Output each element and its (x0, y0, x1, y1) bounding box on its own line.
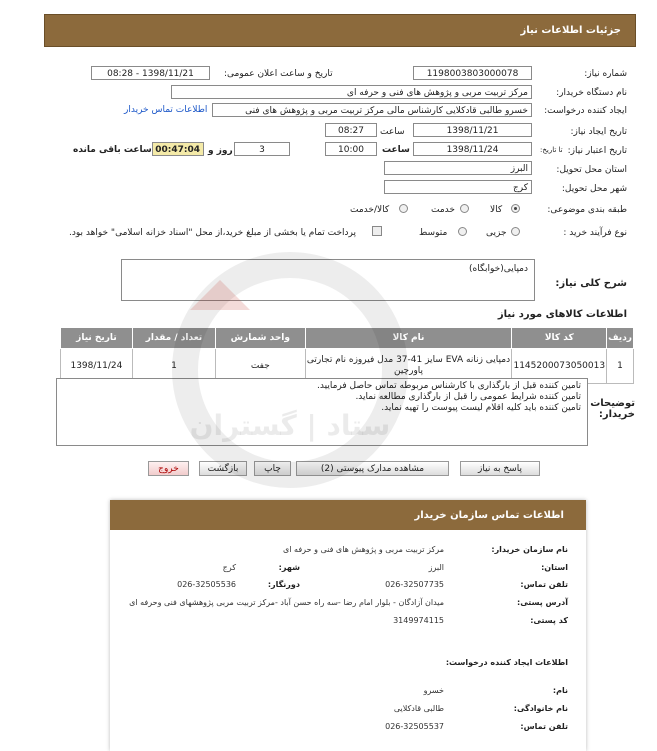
buyer-contact-link[interactable]: اطلاعات تماس خریدار (124, 105, 208, 115)
creator-field[interactable]: خسرو طالبی قادکلایی کارشناس مالی مرکز تربیت مربی و پژوهش های فنی (212, 103, 532, 117)
province-field[interactable]: البرز (384, 161, 532, 175)
goods-section-title: اطلاعات کالاهای مورد نیاز (497, 309, 627, 320)
contact-fax-label: دورنگار: (267, 580, 300, 589)
valid-date-field[interactable]: 1398/11/24 (413, 142, 532, 156)
create-date-field[interactable]: 1398/11/21 (413, 123, 532, 137)
announce-label: تاریخ و ساعت اعلان عمومی: (224, 69, 333, 79)
col-name: نام کالا (305, 328, 512, 349)
contact-address-label: آدرس پستی: (517, 598, 568, 607)
buyer-field[interactable]: مرکز تربیت مربی و پژوهش های فنی و حرفه ای (171, 85, 532, 99)
days-label: روز و (208, 146, 233, 156)
col-unit: واحد شمارش (216, 328, 306, 349)
row-code: 1145200073050013 (512, 349, 607, 384)
exit-button[interactable]: خروج (148, 461, 189, 476)
creator-family-value: طالبی قادکلایی (393, 704, 444, 713)
valid-time-label: ساعت (382, 145, 410, 155)
process-medium-radio[interactable] (458, 227, 467, 236)
province-label: استان محل تحویل: (556, 165, 627, 175)
creator-section-title: اطلاعات ایجاد کننده درخواست: (445, 658, 568, 667)
city-field[interactable]: کرج (384, 180, 532, 194)
contact-province-label: استان: (541, 563, 568, 572)
contact-city-label: شهر: (278, 563, 300, 572)
summary-value: دمپایی(خوابگاه) (469, 264, 528, 274)
time-remaining-field: 00:47:04 (152, 142, 204, 156)
payment-checkbox[interactable] (372, 226, 382, 236)
contact-phone-label: تلفن تماس: (520, 580, 568, 589)
create-time-label: ساعت (380, 127, 405, 137)
category-goods-service-radio[interactable] (399, 204, 408, 213)
payment-note: پرداخت تمام یا بخشی از مبلغ خرید،از محل "اسناد خزانه اسلامی" خواهد بود. (69, 228, 357, 238)
contact-card (110, 500, 586, 751)
category-label: طبقه بندی موضوعی: (547, 205, 627, 215)
contact-card-title: اطلاعات تماس سازمان خریدار (414, 510, 564, 521)
summary-label: شرح کلی نیاز: (555, 278, 627, 289)
creator-phone-label: تلفن تماس: (520, 722, 568, 731)
back-button[interactable]: بازگشت (199, 461, 247, 476)
page-title: جزئیات اطلاعات نیاز (520, 25, 621, 36)
row-number: 1 (607, 349, 634, 384)
col-date: تاریخ نیاز (61, 328, 133, 349)
contact-address-value: میدان آزادگان - بلوار امام رضا -سه راه حسن آباد -مرکز تربیت مربی پژوهشهای فنی وحرفه ای (129, 598, 444, 607)
col-code: کد کالا (512, 328, 607, 349)
reply-button[interactable]: پاسخ به نیاز (460, 461, 540, 476)
contact-city-value: کرج (222, 563, 236, 572)
need-number-label: شماره نیاز: (584, 69, 627, 79)
row-name: دمپایی زنانه EVA سایز 41-37 مدل فیروزه نام تجارتی پاورچین (305, 349, 512, 384)
summary-box[interactable] (121, 259, 535, 301)
process-small-radio[interactable] (511, 227, 520, 236)
valid-date-label: تاریخ اعتبار نیاز: (567, 146, 627, 156)
category-service-label: خدمت (431, 205, 455, 215)
contact-org-label: نام سازمان خریدار: (491, 545, 568, 554)
contact-card-header (110, 500, 586, 530)
buyer-label: نام دستگاه خریدار: (556, 88, 627, 98)
attachments-button[interactable]: مشاهده مدارک پیوستی (2) (296, 461, 449, 476)
creator-name-label: نام: (552, 686, 568, 695)
valid-date-prefix: تا تاریخ: (540, 146, 563, 154)
process-small-label: جزیی (486, 228, 507, 238)
contact-postal-value: 3149974115 (393, 616, 444, 625)
buyer-note-line: تامین کننده باید کلیه اقلام لیست پیوست را تهیه نماید. (381, 403, 581, 413)
process-label: نوع فرآیند خرید : (563, 228, 627, 238)
buyer-note-line: تامین کننده قبل از بارگذاری با کارشناس مربوطه تماس حاصل فرمایید. (317, 381, 581, 391)
goods-table (60, 327, 634, 384)
goods-table-header (61, 328, 634, 349)
contact-province-value: البرز (428, 563, 444, 572)
row-date: 1398/11/24 (61, 349, 133, 384)
buyer-notes-box[interactable] (56, 378, 588, 446)
page-header (44, 14, 636, 47)
col-row: ردیف (607, 328, 634, 349)
time-remaining-label: ساعت باقی مانده (73, 145, 152, 155)
need-number-field[interactable]: 1198003803000078 (413, 66, 532, 80)
create-time-field[interactable]: 08:27 (325, 123, 377, 137)
category-service-radio[interactable] (460, 204, 469, 213)
creator-name-value: خسرو (423, 686, 444, 695)
creator-family-label: نام خانوادگی: (513, 704, 568, 713)
contact-org-value: مرکز تربیت مربی و پژوهش های فنی و حرفه ای (283, 545, 444, 554)
col-qty: تعداد / مقدار (132, 328, 215, 349)
creator-label: ایجاد کننده درخواست: (544, 106, 627, 116)
process-medium-label: متوسط (419, 228, 448, 238)
creator-phone-value: 026-32505537 (385, 722, 444, 731)
category-goods-label: کالا (490, 205, 503, 215)
contact-postal-label: کد پستی: (530, 616, 568, 625)
contact-phone-value: 026-32507735 (385, 580, 444, 589)
print-button[interactable]: چاپ (254, 461, 291, 476)
row-qty: 1 (132, 349, 215, 384)
category-goods-service-label: کالا/خدمت (350, 205, 390, 215)
row-unit: جفت (216, 349, 306, 384)
contact-fax-value: 026-32505536 (177, 580, 236, 589)
announce-field[interactable]: 1398/11/21 - 08:28 (91, 66, 210, 80)
category-goods-radio[interactable] (511, 204, 520, 213)
days-remaining-field: 3 (234, 142, 290, 156)
buyer-note-line: تامین کننده شرایط عمومی را قبل از بارگذاری مطالعه نماید. (355, 392, 581, 402)
create-date-label: تاریخ ایجاد نیاز: (570, 127, 627, 137)
valid-time-field[interactable]: 10:00 (325, 142, 377, 156)
city-label: شهر محل تحویل: (561, 184, 627, 194)
buyer-notes-label: توضیحات خریدار: (590, 398, 635, 420)
